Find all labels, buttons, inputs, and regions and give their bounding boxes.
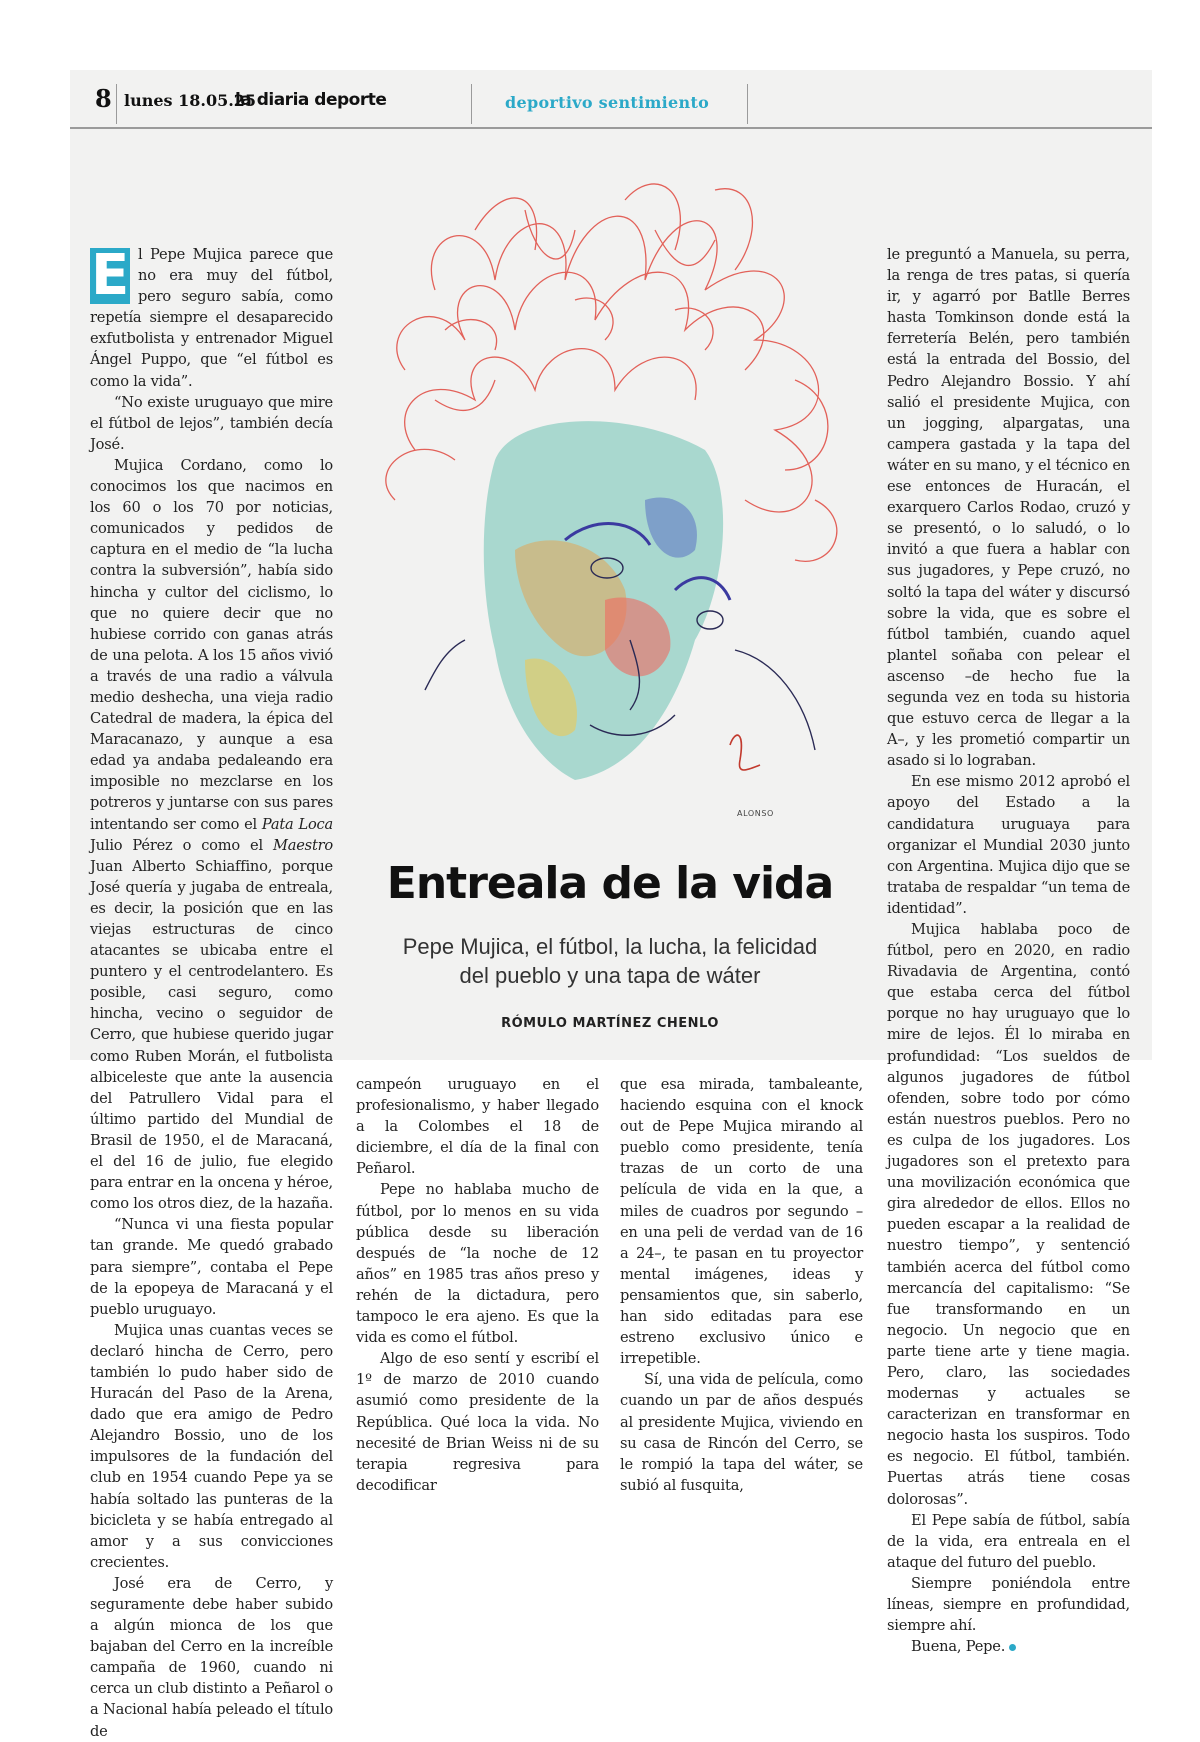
illustration-credit: ALONSO — [737, 809, 774, 818]
paragraph: “Nunca vi una fiesta popular tan grande. Me quedó grabado para siempre”, contaba el Pepe de la epopeya de Maracaná y el pueblo uruguayo. — [90, 1216, 333, 1318]
article-column-3 — [620, 1074, 863, 1496]
issue-date: lunes 18.05.25 — [124, 91, 257, 110]
paragraph: José era de Cerro, y seguramente debe haber subido a algún mionca de los que bajaban del Cerro en la increíble campaña de 1960, cuando ni cerca un club distinto a Peñarol o a Nacional había peleado el título de — [90, 1574, 333, 1740]
paragraph: Mujica hablaba poco de fútbol, pero en 2020, en radio Rivadavia de Argentina, contó que estaba cerca del fútbol porque no hay uruguayo que lo mire de lejos. Él lo miraba en profundidad: “Los sueldos de algunos jugadores de fútbol ofenden, sobre todo por cómo están nuestros pueblos. Pero no es culpa de los jugadores. Los jugadores son el pretexto para una movilización económica que gira alrededor de ellos. Ellos no pueden escapar a la realidad de nuestro tiempo”, y sentenció también acerca del fútbol como mercancía del capitalismo: “Se fue transformando en un negocio. Un negocio que en parte tiene arte y tiene magia. Pero, claro, las sociedades modernas y actuales se caracterizan en transformar en negocio hasta los suspiros. Todo es negocio. El fútbol, también. Puertas atrás tiene cosas dolorosas”. — [887, 921, 1130, 1508]
portrait-illustration — [375, 170, 865, 830]
face-shape — [484, 421, 723, 780]
article-byline: RÓMULO MARTÍNEZ CHENLO — [501, 1016, 719, 1031]
article-column-1 — [90, 244, 333, 1742]
header-divider — [471, 84, 472, 124]
header-divider — [747, 84, 748, 124]
end-mark-icon — [1009, 1644, 1016, 1651]
paragraph: En ese mismo 2012 aprobó el apoyo del Estado a la candidatura uruguaya para organizar el Mundial 2030 junto con Argentina. Mujica dijo que se trataba de respaldar “un tema de identidad”. — [887, 773, 1130, 917]
paragraph: Mujica unas cuantas veces se declaró hincha de Cerro, pero también lo pudo haber sido de Huracán del Paso de la Arena, dado que era amigo de Pedro Alejandro Bossio, uno de los impulsores de la fundación del club en 1954 cuando Pepe ya se había soltado las punteras de la bicicleta y se había entregado al amor y a sus convicciones crecientes. — [90, 1321, 333, 1571]
paragraph: El Pepe sabía de fútbol, sabía de la vida, era entreala en el ataque del futuro del pueblo. — [887, 1511, 1130, 1571]
article-column-4 — [887, 244, 1130, 1657]
lead-paragraph: E l Pepe Mujica parece que no era muy del fútbol, pero seguro sabía, como repetía siempre el desaparecido exfutbolista y entrenador Miguel Ángel Puppo, que “el fútbol es como la vida”. — [90, 243, 333, 390]
paragraph: Sí, una vida de película, como cuando un par de años después al presidente Mujica, viviendo en su casa de Rincón del Cerro, se le rompió la tapa del wáter, se subió al fusquita, — [620, 1371, 863, 1494]
header-divider — [116, 84, 117, 124]
paragraph: Mujica Cordano, como lo conocimos los que nacimos en los 60 o los 70 por noticias, comunicados y pedidos de captura en el medio de “la lucha contra la subversión”, había sido hincha y cultor del ciclismo, lo que no quiere decir que no hubiese corrido con ganas atrás de una pelota. A los 15 años vivió a través de una radio a válvula medio deshecha, una vieja radio Catedral de madera, la épica del Maracanazo, y aunque a esa edad ya andaba pedaleando era imposible no mezclarse en los potreros y juntarse con sus pares intentando ser como el Pata Loca Julio Pérez o como el Maestro Juan Alberto Schiaffino, porque José quería y jugaba de entreala, es decir, la posición que en las viejas estructuras de cinco atacantes se ubicaba entre el puntero y el centrodelantero. Es posible, casi seguro, como hincha, vecino o seguidor de Cerro, que hubiese querido jugar como Ruben Morán, el futbolista albiceleste que ante la ausencia del Patrullero Vidal para el último partido del Mundial de Brasil de 1950, el de Maracaná, el del 16 de julio, fue elegido para entrar en la oncena y héroe, como los otros diez, de la hazaña. — [90, 456, 334, 1213]
paragraph: “No existe uruguayo que mire el fútbol de lejos”, también decía José. — [90, 393, 333, 453]
paragraph: campeón uruguayo en el profesionalismo, y haber llegado a la Colombes el 18 de diciembre, el día de la final con Peñarol. — [356, 1076, 599, 1178]
paragraph: le preguntó a Manuela, su perra, la renga de tres patas, si quería ir, y agarró por Batlle Berres hasta Tomkinson donde está la ferretería Belén, pero también está la entrada del Bossio, del Pedro Alejandro Bossio. Y ahí salió el presidente Mujica, con un jogging, alpargatas, una campera gastada y la tapa del wáter en su mano, y el técnico en ese entonces de Huracán, el exarquero Carlos Rodao, cruzó y se presentó, o lo saludó, o lo invitó a que fuera a hablar con sus jugadores, y Pepe cruzó, no soltó la tapa del wáter y discursó sobre la vida, que es sobre el fútbol también, cuando aquel plantel soñaba con pelear el ascenso –de hecho fue la segunda vez en toda su historia que estuvo cerca de llegar a la A–, y les prometió compartir un asado si lo lograban. — [887, 246, 1130, 770]
paragraph: Pepe no hablaba mucho de fútbol, por lo menos en su vida pública desde su liberación después de “la noche de 12 años” en 1985 tras años preso y rehén de la dictadura, pero tampoco le era ajeno. Es que la vida es como el fútbol. — [356, 1181, 599, 1347]
header-rule — [70, 127, 1152, 129]
paragraph: Siempre poniéndola entre líneas, siempre en profundidad, siempre ahí. — [887, 1574, 1130, 1635]
brand-name: la diaria deporte — [235, 90, 387, 110]
section-name: deportivo sentimiento — [505, 93, 710, 112]
article-column-2 — [356, 1074, 599, 1496]
article-subtitle: Pepe Mujica, el fútbol, la lucha, la felicidad del pueblo y una tapa de wáter — [402, 934, 818, 988]
paragraph: Algo de eso sentí y escribí el 1º de marzo de 2010 cuando asumió como presidente de la República. Qué loca la vida. No necesité de Brian Weiss ni de su terapia regresiva para decodificar — [356, 1350, 599, 1494]
drop-cap: E — [90, 243, 130, 308]
signature-mark — [730, 735, 760, 770]
closing-paragraph: Buena, Pepe. — [887, 1636, 1130, 1657]
article-title: Entreala de la vida — [386, 858, 834, 909]
page-number: 8 — [95, 84, 112, 113]
paragraph: que esa mirada, tambaleante, haciendo esquina con el knock out de Pepe Mujica mirando al pueblo como presidente, tenía trazas de un corto de una película de vida en la que, a miles de cuadros por segundo –en una peli de verdad van de 16 a 24–, te pasan en tu proyector mental imágenes, ideas y pensamientos que, sin saberlo, han sido editadas para ese estreno exclusivo único e irrepetible. — [620, 1076, 863, 1368]
